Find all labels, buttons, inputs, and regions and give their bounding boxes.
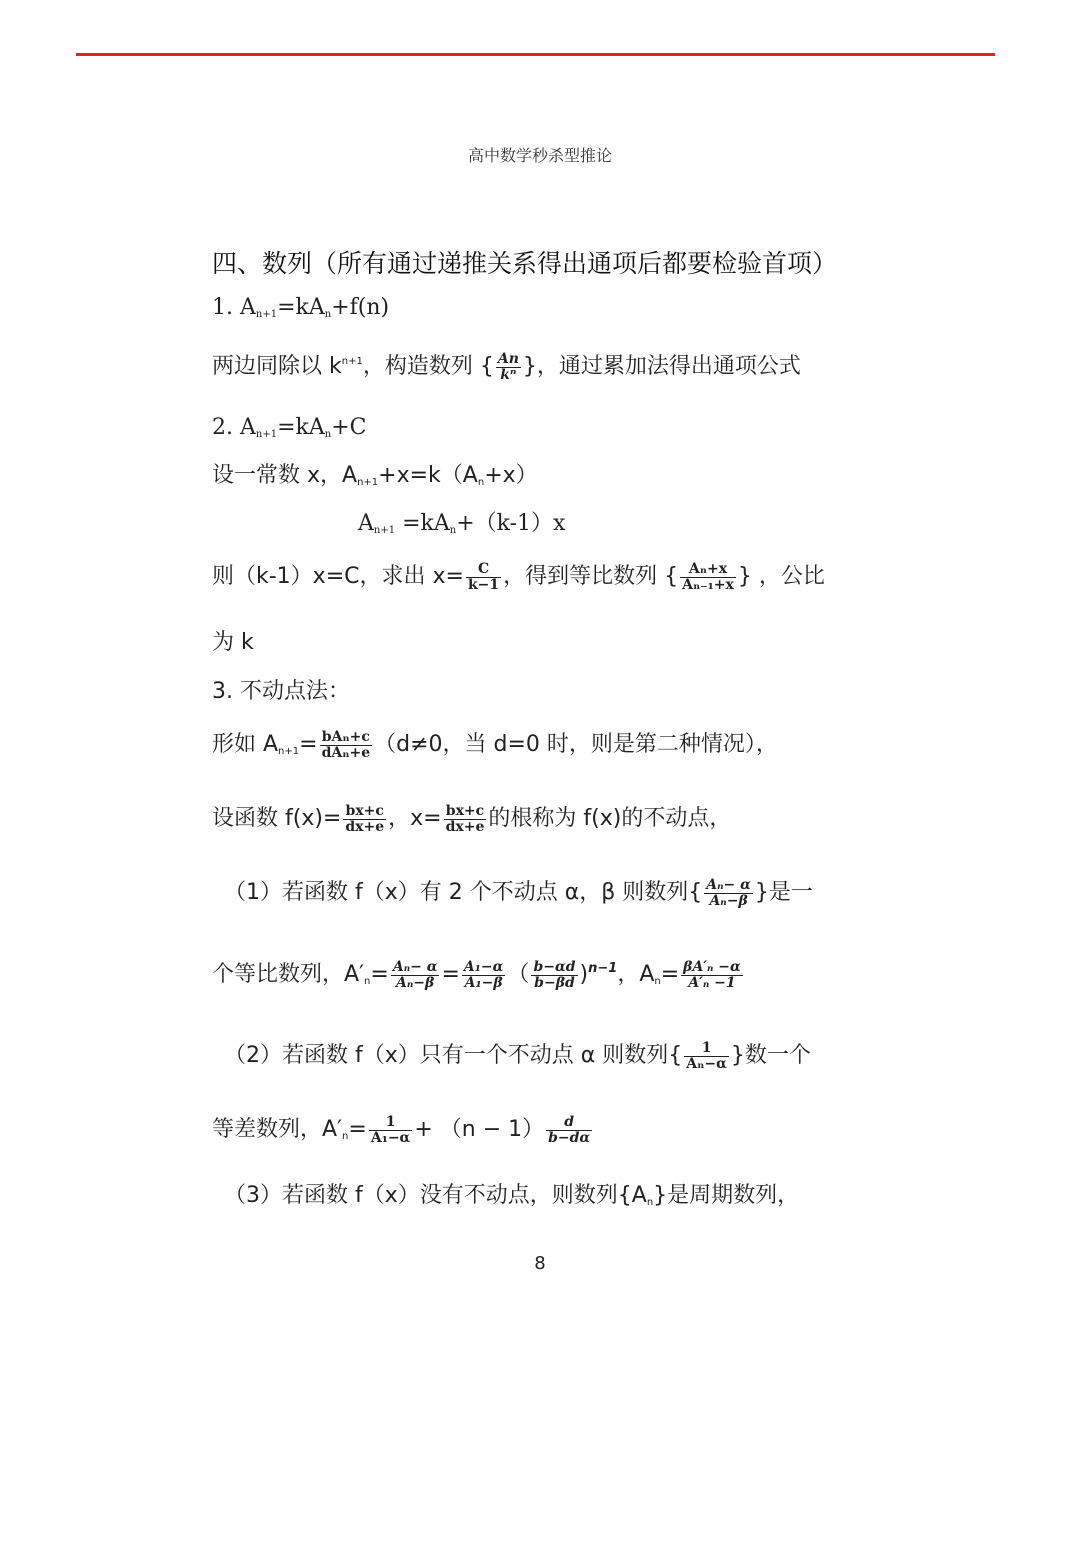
method-3-function	[212, 804, 731, 834]
text: ，x=	[388, 806, 442, 832]
text: }数一个	[730, 1043, 811, 1069]
text: 形如 A	[212, 732, 279, 758]
denominator: Aₙ₋₁+x	[682, 576, 734, 593]
text: ，得到等比数列 {	[503, 564, 679, 590]
formula-1	[212, 297, 389, 320]
method-3-form	[212, 730, 778, 760]
numerator: bx+c	[444, 804, 487, 820]
case-2	[224, 1041, 811, 1071]
fraction	[704, 878, 753, 908]
subscript: n+1	[373, 525, 396, 536]
denominator: b−βd	[534, 974, 575, 991]
numerator: C	[466, 562, 501, 578]
text: =	[370, 962, 389, 988]
running-head: 高中数学秒杀型推论	[467, 146, 612, 165]
formula-text: +C	[331, 415, 367, 440]
text: =	[348, 1117, 367, 1143]
formula-text: =kA	[277, 295, 325, 320]
numerator: An	[497, 351, 519, 367]
fraction	[320, 730, 373, 760]
case-2-formula	[212, 1115, 594, 1145]
method-2-step-1	[212, 465, 538, 488]
numerator: A₁−α	[463, 959, 504, 975]
subscript: n+1	[278, 746, 300, 758]
text: （	[507, 962, 530, 988]
fraction	[343, 804, 386, 834]
subscript: n	[477, 477, 485, 488]
text: 等差数列，A′	[212, 1117, 343, 1143]
denominator: Aₙ−β	[709, 892, 748, 909]
method-1-description	[212, 352, 801, 382]
text: }是一	[754, 880, 813, 906]
denominator: dx+e	[445, 818, 485, 835]
text: 个等比数列，A′	[212, 962, 365, 988]
text: 设一常数 x，A	[212, 463, 358, 488]
fraction	[466, 562, 501, 592]
fraction	[680, 562, 736, 592]
subscript: n	[324, 309, 332, 320]
numerator: Aₙ− α	[392, 959, 438, 975]
text: （1）若函数 f（x）有 2 个不动点 α，β 则数列{	[224, 880, 703, 906]
fraction	[546, 1115, 592, 1145]
case-1	[224, 878, 813, 908]
formula-2	[212, 417, 366, 440]
denominator: kⁿ	[500, 366, 517, 383]
text: +x）	[484, 463, 538, 488]
denominator: dx+e	[345, 818, 385, 835]
method-2-step-2	[358, 513, 565, 536]
method-2-step-3-cont: 为 k	[212, 630, 254, 655]
text: +x=k（A	[378, 463, 478, 488]
subscript: n	[654, 976, 661, 988]
denominator: Aₙ−α	[686, 1055, 727, 1072]
numerator: 1	[684, 1041, 729, 1057]
text: } ，公比	[737, 564, 825, 590]
numerator: Aₙ+x	[680, 562, 736, 578]
fraction	[391, 960, 440, 990]
page-number: 8	[534, 1253, 546, 1274]
fraction	[684, 1041, 729, 1071]
subscript: n	[324, 429, 332, 440]
superscript: n−1	[588, 961, 618, 977]
denominator: A′ₙ −1	[688, 974, 736, 991]
subscript: n+1	[255, 429, 278, 440]
case-3	[224, 1185, 799, 1208]
text: ，构造数列 {	[362, 354, 494, 380]
subscript: n+1	[255, 309, 278, 320]
text: =	[660, 962, 680, 988]
denominator: k−1	[467, 576, 500, 593]
text: ，A	[617, 962, 655, 988]
denominator: A₁−α	[370, 1129, 411, 1146]
text: （d≠0，当 d=0 时，则是第二种情况），	[374, 732, 778, 758]
formula-text: +f(n)	[331, 295, 390, 320]
numerator: d	[546, 1115, 592, 1131]
text: )	[579, 962, 589, 988]
superscript: n+1	[341, 356, 363, 368]
text: （3）若函数 f（x）没有不动点，则数列{A	[224, 1183, 647, 1208]
header-red-rule	[76, 53, 995, 56]
numerator: bAₙ+c	[320, 730, 373, 746]
section-title: 四、数列（所有通过递推关系得出通项后都要检验首项）	[212, 249, 838, 278]
numerator: bx+c	[343, 804, 386, 820]
formula-text: A	[358, 511, 374, 536]
case-1-formula	[212, 960, 745, 990]
numerator: Aₙ− α	[706, 877, 751, 893]
fraction	[444, 804, 487, 834]
subscript: n	[449, 525, 457, 536]
subscript: n	[342, 1131, 349, 1143]
formula-text: A	[240, 415, 256, 440]
denominator: Aₙ−β	[396, 974, 435, 991]
subscript: n	[646, 1197, 654, 1208]
fraction	[681, 960, 743, 990]
text: }是周期数列，	[653, 1183, 800, 1208]
text: 则（k-1）x=C，求出 x=	[212, 564, 464, 590]
denominator: dAₙ+e	[321, 744, 371, 761]
method-2-step-3	[212, 562, 825, 592]
numerator: βA′ₙ −α	[683, 959, 741, 975]
subscript: n+1	[357, 477, 379, 488]
subscript: n	[364, 976, 371, 988]
method-3-heading: 3. 不动点法：	[212, 679, 350, 704]
text: 的根称为 f(x)的不动点，	[488, 806, 732, 832]
fraction	[496, 352, 521, 382]
text: 两边同除以 k	[212, 354, 342, 380]
formula-text: +（k-1）x	[456, 511, 566, 536]
text: =	[441, 962, 460, 988]
fraction	[462, 960, 506, 990]
formula-text: =kA	[395, 511, 450, 536]
numerator: b−αd	[533, 959, 576, 975]
fraction	[369, 1115, 413, 1145]
denominator: A₁−β	[464, 974, 503, 991]
item-number: 2.	[212, 415, 233, 440]
text: 设函数 f(x)=	[212, 806, 342, 832]
text: + （n − 1）	[414, 1117, 545, 1143]
text: （2）若函数 f（x）只有一个不动点 α 则数列{	[224, 1043, 683, 1069]
formula-text: =kA	[277, 415, 325, 440]
text: =	[299, 732, 318, 758]
numerator: 1	[369, 1115, 413, 1131]
text: }，通过累加法得出通项公式	[522, 354, 801, 380]
item-number: 1.	[212, 295, 233, 320]
denominator: b−dα	[548, 1129, 591, 1146]
formula-text: A	[240, 295, 256, 320]
fraction	[531, 960, 577, 990]
